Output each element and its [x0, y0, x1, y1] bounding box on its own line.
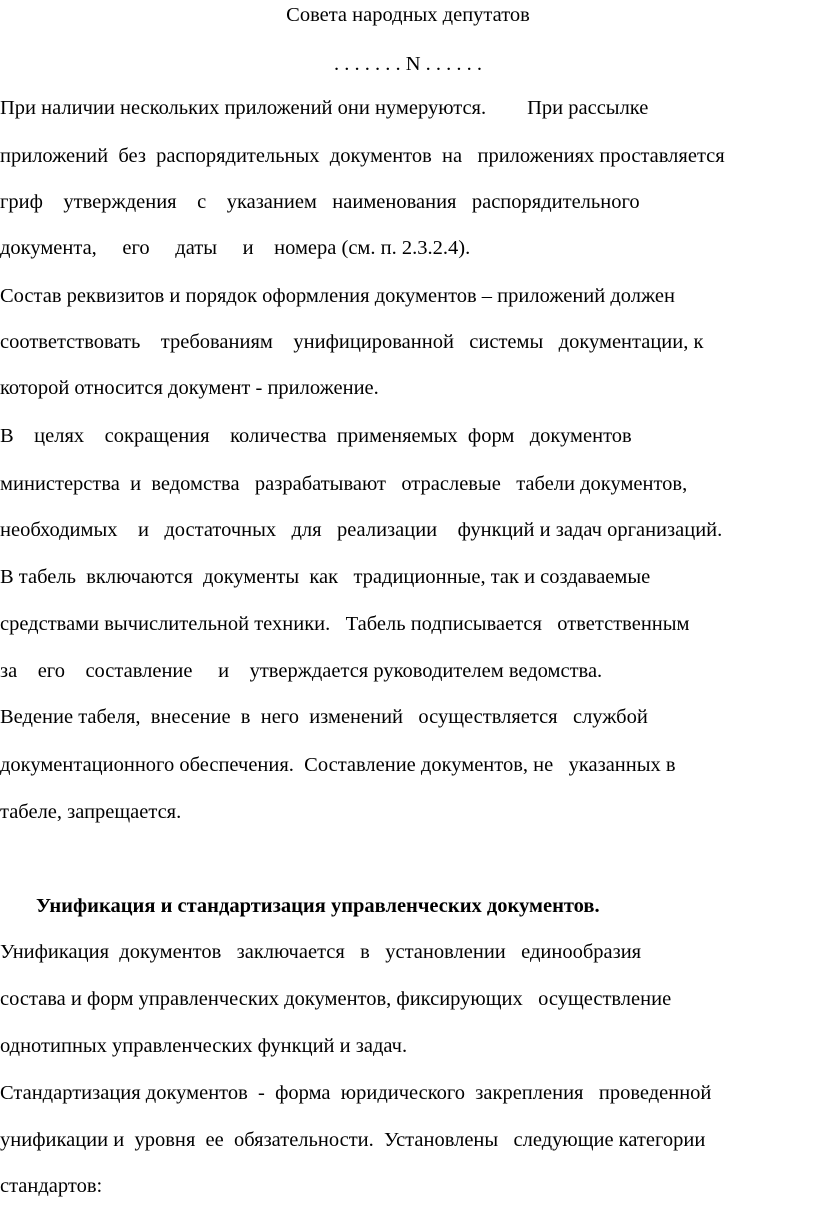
paragraph-line: которой относится документ - приложение. [0, 377, 379, 399]
paragraph-line: гриф утверждения с указанием наименования распорядительного [0, 191, 640, 213]
header-line-1: Совета народных депутатов [286, 4, 530, 26]
paragraph-line: табеле, запрещается. [0, 801, 182, 823]
paragraph-line: документационного обеспечения. Составление документов, не указанных в [0, 754, 676, 776]
paragraph-line: министерства и ведомства разрабатывают отраслевые табели документов, [0, 473, 688, 495]
paragraph-line: состава и форм управленческих документов, фиксирующих осуществление [0, 988, 672, 1010]
paragraph-line: необходимых и достаточных для реализации функций и задач организаций. [0, 519, 723, 541]
paragraph-line: Унификация документов заключается в установлении единообразия [0, 941, 642, 963]
paragraph-line: Стандартизация документов - форма юридического закрепления проведенной [0, 1082, 712, 1104]
paragraph-line: При наличии нескольких приложений они нумеруются. При рассылке [0, 97, 649, 119]
paragraph-line: унификации и уровня ее обязательности. Установлены следующие категории [0, 1129, 706, 1151]
paragraph-line: однотипных управленческих функций и задач. [0, 1035, 408, 1057]
header-line-2: . . . . . . . N . . . . . . [333, 53, 483, 75]
paragraph-line: В табель включаются документы как традиционные, так и создаваемые [0, 566, 651, 588]
paragraph-line: средствами вычислительной техники. Табель подписывается ответственным [0, 613, 690, 635]
paragraph-line: соответствовать требованиям унифицированной системы документации, к [0, 331, 704, 353]
paragraph-line: Ведение табеля, внесение в него изменений осуществляется службой [0, 706, 648, 728]
paragraph-line: приложений без распорядительных документов на приложениях проставляется [0, 145, 725, 167]
paragraph-line: Состав реквизитов и порядок оформления документов – приложений должен [0, 285, 675, 307]
paragraph-line: стандартов: [0, 1175, 103, 1197]
paragraph-line: В целях сокращения количества применяемых форм документов [0, 425, 632, 447]
section-heading: Унификация и стандартизация управленческих документов. [36, 895, 600, 917]
paragraph-line: документа, его даты и номера (см. п. 2.3.2.4). [0, 237, 471, 259]
paragraph-line: за его составление и утверждается руководителем ведомства. [0, 660, 603, 682]
